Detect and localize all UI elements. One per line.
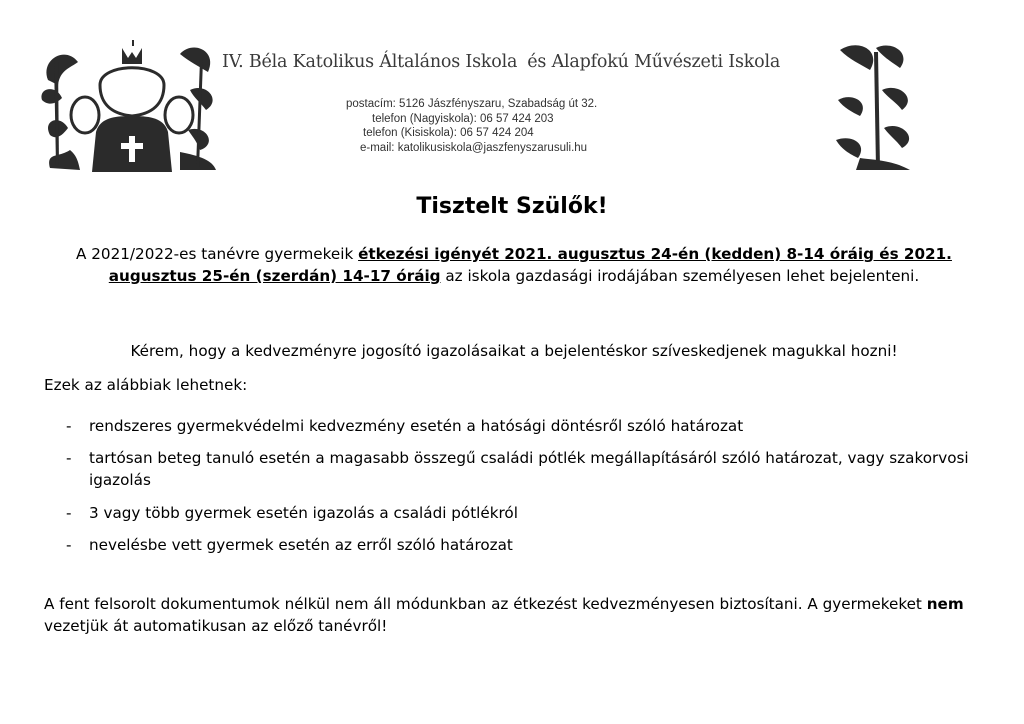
contact-block <box>346 97 646 155</box>
school-name-part1: IV. Béla Katolikus Általános Iskola <box>222 52 518 72</box>
list-dash: - <box>66 449 72 467</box>
closing-text-after: vezetjük át automatikusan az előző tanévről! <box>44 617 388 635</box>
list-dash: - <box>66 504 72 522</box>
closing-bold: nem <box>926 595 964 613</box>
intro-text-after: az iskola gazdasági irodájában személyesen lehet bejelenteni. <box>440 267 920 285</box>
intro-paragraph <box>44 243 984 287</box>
list-item <box>44 415 984 437</box>
school-emblem-left <box>40 40 220 172</box>
postal-address: postacím: 5126 Jászfényszaru, Szabadság út 32. <box>346 98 598 110</box>
request-paragraph: Kérem, hogy a kedvezményre jogosító igazolásaikat a bejelentéskor szíveskedjenek magukkal hozni! <box>130 342 898 360</box>
list-item <box>44 534 984 556</box>
list-item <box>44 502 984 524</box>
document-list <box>44 415 984 566</box>
phone-large-school: telefon (Nagyiskola): 06 57 424 203 <box>372 112 554 125</box>
intro-text-before: A 2021/2022-es tanévre gyermekeik <box>76 245 359 263</box>
list-dash: - <box>66 536 72 554</box>
phone-small-school: telefon (Kisiskola): 06 57 424 204 <box>363 127 534 139</box>
list-item-text: 3 vagy több gyermek esetén igazolás a családi pótlékról <box>89 504 518 522</box>
closing-text-before: A fent felsorolt dokumentumok nélkül nem áll módunkban az étkezést kedvezményesen biztosítani. A gyermekeket <box>44 595 927 613</box>
school-emblem-right <box>830 40 922 172</box>
list-item-text: rendszeres gyermekvédelmi kedvezmény esetén a hatósági döntésről szóló határozat <box>89 417 744 435</box>
list-item-text: tartósan beteg tanuló esetén a magasabb összegű családi pótlék megállapításáról szóló határozat, vagy szakorvosi igazolás <box>89 449 969 489</box>
email-address: e-mail: katolikusiskola@jaszfenyszarusuli.hu <box>360 141 588 154</box>
list-item <box>44 447 984 491</box>
list-dash: - <box>66 417 72 435</box>
school-name <box>222 52 822 72</box>
page-title: Tisztelt Szülők! <box>416 194 608 219</box>
list-heading: Ezek az alábbiak lehetnek: <box>44 376 248 394</box>
school-name-part2: és Alapfokú Művészeti Iskola <box>527 52 781 72</box>
list-item-text: nevelésbe vett gyermek esetén az erről szóló határozat <box>89 536 513 554</box>
closing-paragraph <box>44 593 984 637</box>
intro-emphasis: étkezési igényét 2021. augusztus 24-én (kedden) 8-14 óráig és 2021. augusztus 25-én (szerdán) 14-17 óráig <box>108 245 952 285</box>
